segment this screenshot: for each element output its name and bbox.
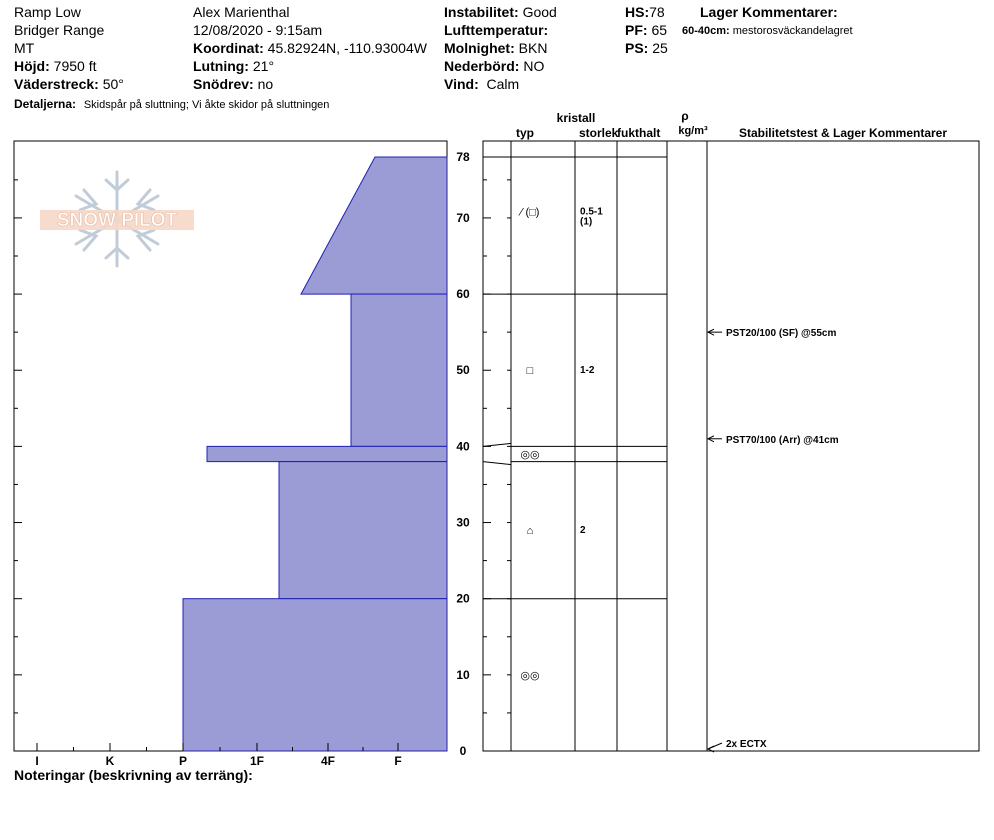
details-value: Skidspår på sluttning; Vi åkte skidor på sluttningen [83, 99, 330, 111]
aspect-value: 50° [102, 76, 124, 92]
coordinates-value: 45.82924N, -110.93004W [267, 40, 427, 56]
hardness-layer-20-38 [279, 462, 447, 599]
layer-connector [483, 462, 511, 465]
moisture-header: fukthalt [617, 126, 661, 140]
stability-test-label: PST20/100 (SF) @55cm [726, 328, 837, 340]
height-tick-label: 70 [456, 210, 470, 225]
hardness-layer-38-40 [207, 446, 447, 461]
grain-size-label: 1-2 [580, 365, 595, 377]
layer-comment-text: mestorosväckandelagret [732, 25, 853, 37]
grain-type-symbol: ⌂ [526, 525, 534, 538]
stability-label: Instabilitet: [444, 4, 519, 20]
hardness-layer-0-20 [183, 599, 447, 751]
hs-value: 78 [649, 4, 665, 20]
hardness-layers [183, 157, 447, 751]
grain-type-symbol: ◎◎ [520, 449, 540, 461]
tests-header: Stabilitetstest & Lager Kommentarer [738, 126, 948, 140]
precip-value: NO [523, 58, 545, 74]
hardness-layer-40-60 [351, 294, 447, 446]
hardness-layer-60-78 [301, 157, 447, 294]
height-tick-label: 50 [456, 363, 470, 378]
watermark-text: SNOW PILOT [56, 210, 178, 231]
layer-connector [483, 443, 511, 446]
stability-test-label: PST70/100 (Arr) @41cm [726, 434, 839, 446]
hs-label: HS: [625, 4, 650, 20]
range-name: Bridger Range [14, 22, 105, 38]
sky-label: Molnighet: [444, 40, 515, 56]
wind-loading-value: no [257, 76, 274, 92]
hardness-tick-label: P [178, 754, 188, 768]
grain-size-label: (1) [580, 216, 593, 228]
hardness-tick-label: K [105, 754, 115, 768]
notes-label: Noteringar (beskrivning av terräng): [14, 767, 253, 783]
grain-type-symbol: ⁄ (□) [520, 206, 540, 219]
location-name: Ramp Low [14, 4, 81, 20]
precip-label: Nederbörd: [444, 58, 520, 74]
wind-loading-label: Snödrev: [193, 76, 254, 92]
ps-value: 25 [652, 40, 668, 56]
hardness-tick-label: F [394, 754, 402, 768]
size-header: storlek [579, 126, 619, 140]
stability-tests [708, 328, 839, 752]
details-label: Detaljerna: [14, 97, 77, 111]
sky-value: BKN [518, 40, 548, 56]
pf-value: 65 [651, 22, 668, 38]
height-tick-label: 78 [456, 150, 470, 164]
crystal-header: kristall [556, 111, 596, 125]
hardness-tick-label: 4F [320, 754, 336, 768]
wind-label: Vind: [444, 76, 479, 92]
grain-size-label: 0.5-1 [580, 206, 603, 218]
coordinates-label: Koordinat: [193, 40, 264, 56]
pf-label: PF: [625, 22, 648, 38]
air-temp-label: Lufttemperatur: [444, 22, 549, 38]
grain-type-symbol: ◎◎ [520, 669, 540, 682]
state-name: MT [14, 40, 35, 56]
grain-size-label: 2 [580, 525, 586, 537]
height-tick-label: 10 [456, 667, 470, 682]
type-header: typ [516, 126, 534, 140]
hardness-tick-label: I [35, 754, 39, 768]
slope-label: Lutning: [193, 58, 249, 74]
height-tick-label: 40 [456, 439, 470, 454]
elevation-label: Höjd: [14, 58, 50, 74]
height-tick-label: 30 [456, 515, 470, 530]
layer-comment-range: 60-40cm: [682, 25, 730, 37]
observation-datetime: 12/08/2020 - 9:15am [193, 22, 323, 38]
crystal-table [483, 109, 979, 751]
elevation-value: 7950 ft [53, 58, 97, 74]
slope-value: 21° [252, 58, 275, 74]
wind-value: Calm [486, 76, 520, 92]
hardness-tick-label: 1F [249, 754, 265, 768]
rho-header: ρ [681, 109, 689, 123]
layer-comments-title: Lager Kommentarer: [700, 4, 838, 20]
height-tick-label: 20 [456, 591, 470, 606]
stability-test-label: 2x ECTX [726, 739, 767, 750]
observer-name: Alex Marienthal [193, 4, 290, 20]
height-tick-label: 0 [459, 744, 467, 758]
height-tick-label: 60 [456, 287, 470, 302]
density-unit-header: kg/m³ [678, 125, 708, 137]
aspect-label: Väderstreck: [14, 76, 99, 92]
grain-type-symbol: □ [526, 365, 534, 378]
ps-label: PS: [625, 40, 649, 56]
stability-value: Good [522, 4, 557, 20]
